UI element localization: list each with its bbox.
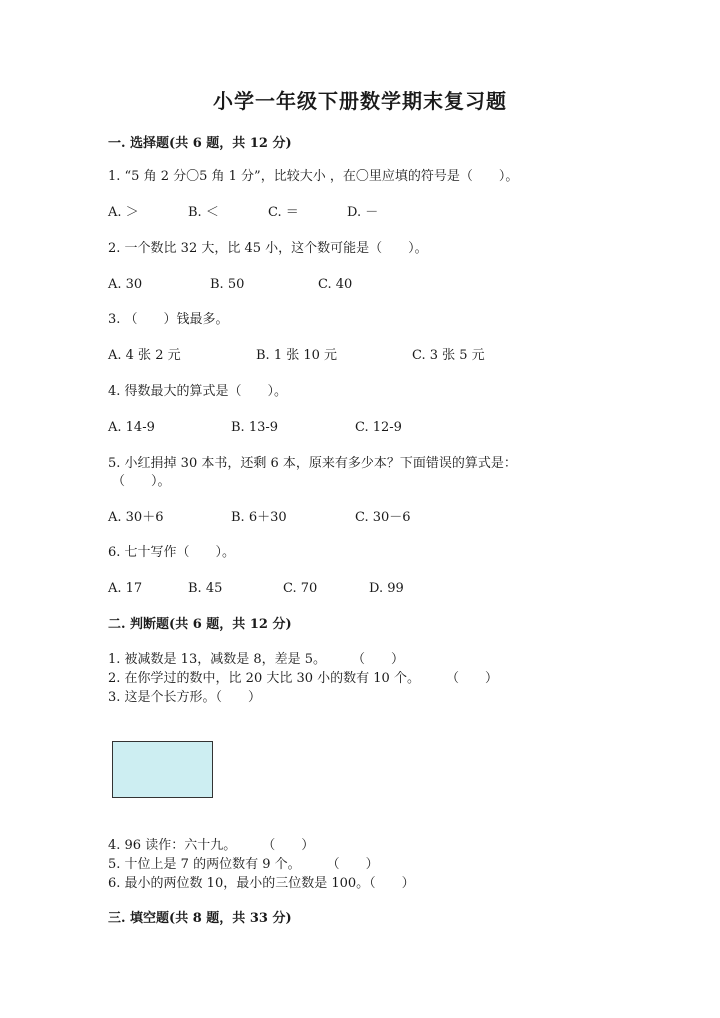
- question-2-text: 2. 一个数比 32 大，比 45 小，这个数可能是（ ）。: [108, 241, 428, 256]
- judge-item-3: 3. 这是个长方形。（ ）: [108, 690, 262, 705]
- question-5-text: 5. 小红捐掉 30 本书，还剩 6 本，原来有多少本？下面错误的算式是：: [108, 456, 517, 471]
- question-6-option-c: C. 70: [283, 581, 318, 596]
- question-2-option-b: B. 50: [210, 277, 245, 292]
- question-6-text: 6. 七十写作（ ）。: [108, 545, 236, 560]
- question-5-text-continued: （ ）。: [112, 474, 171, 489]
- section-heading-fill: 三. 填空题(共 8 题，共 33 分): [108, 911, 292, 926]
- question-6-option-d: D. 99: [369, 581, 404, 596]
- judge-item-4: 4. 96 读作：六十九。 （ ）: [108, 838, 315, 853]
- section-heading-judge: 二. 判断题(共 6 题，共 12 分): [108, 617, 292, 632]
- page-title: 小学一年级下册数学期末复习题: [213, 89, 507, 113]
- question-1-text: 1. “5 角 2 分〇5 角 1 分”，比较大小 ，在〇里应填的符号是（ ）。: [108, 169, 519, 184]
- section-heading-choice: 一. 选择题(共 6 题，共 12 分): [108, 136, 292, 151]
- judge-item-2: 2. 在你学过的数中，比 20 大比 30 小的数有 10 个。 （ ）: [108, 671, 498, 686]
- question-6-option-a: A. 17: [108, 581, 143, 596]
- judge-item-1: 1. 被减数是 13，减数是 8，差是 5。 （ ）: [108, 652, 405, 667]
- question-3-text: 3. （ ）钱最多。: [108, 312, 229, 327]
- judge-item-5: 5. 十位上是 7 的两位数有 9 个。 （ ）: [108, 857, 379, 872]
- question-3-option-a: A. 4 张 2 元: [108, 348, 181, 363]
- question-2-option-a: A. 30: [108, 277, 143, 292]
- question-1-option-a: A. ＞: [108, 205, 139, 220]
- question-2-option-c: C. 40: [318, 277, 353, 292]
- question-5-option-a: A. 30＋6: [108, 510, 164, 525]
- question-4-option-c: C. 12-9: [355, 420, 402, 435]
- question-4-option-a: A. 14-9: [108, 420, 155, 435]
- question-4-option-b: B. 13-9: [231, 420, 279, 435]
- question-6-option-b: B. 45: [188, 581, 223, 596]
- question-5-option-b: B. 6＋30: [231, 510, 287, 525]
- question-3-option-c: C. 3 张 5 元: [412, 348, 485, 363]
- question-4-text: 4. 得数最大的算式是（ ）。: [108, 384, 288, 399]
- question-5-option-c: C. 30－6: [355, 510, 411, 525]
- question-1-option-d: D. －: [347, 205, 379, 220]
- rectangle-figure: [112, 741, 213, 798]
- question-1-option-b: B. ＜: [188, 205, 219, 220]
- judge-item-6: 6. 最小的两位数 10，最小的三位数是 100。（ ）: [108, 876, 415, 891]
- question-3-option-b: B. 1 张 10 元: [256, 348, 338, 363]
- question-1-option-c: C. ＝: [268, 205, 299, 220]
